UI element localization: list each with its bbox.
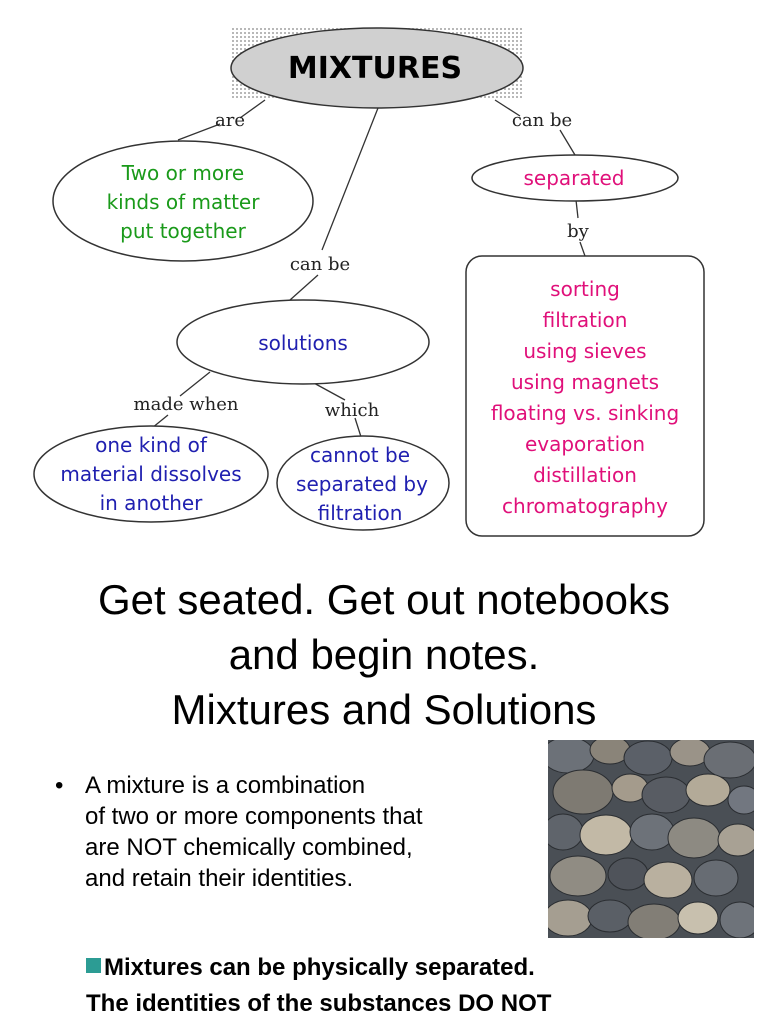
bullet-text [85,770,525,894]
rocks-photo [548,740,754,938]
sub-bullet-text: Mixtures can be physically separated. [104,954,535,981]
dissolves-line: material dissolves [60,462,242,486]
method-item: sorting [550,277,620,301]
connector-line [580,242,585,256]
connector-line [290,275,318,300]
link-label-which: which [324,400,380,421]
sub-bullet [86,950,756,1022]
connector-line [576,200,578,218]
connector-line [560,130,575,155]
bullet-line: and retain their identities. [85,865,354,892]
link-label-can-be: can be [511,110,573,131]
connector-line [322,108,378,250]
root-label: MIXTURES [287,51,463,86]
title-line: and begin notes. [228,631,540,678]
method-item: floating vs. sinking [490,401,680,425]
teal-square-icon [86,958,101,973]
filtration-line: cannot be [309,443,411,467]
method-item: evaporation [524,432,646,456]
method-item: using magnets [510,370,660,394]
sub-bullet-line: The identities of the substances DO NOT [86,990,552,1017]
method-item: distillation [533,463,637,487]
link-label-by: by [567,221,589,242]
connector-line [180,372,210,396]
definition-line: Two or more [121,161,245,185]
bullet-line: are NOT chemically combined, [85,834,413,861]
definition-line: put together [120,219,246,243]
filtration-line: separated by [296,472,428,496]
method-item: filtration [542,308,628,332]
link-label-are: are [215,110,245,131]
bullet-line: of two or more components that [85,803,423,830]
method-item: using sieves [523,339,647,363]
link-label-can-be: can be [289,254,351,275]
solutions-label: solutions [258,331,348,355]
separated-label: separated [523,166,625,190]
sub-bullet-line [86,950,756,986]
title-line: Get seated. Get out notebooks [97,576,671,623]
filtration-line: filtration [317,501,403,525]
bullet-icon: • [55,772,64,799]
connector-line [178,124,220,140]
method-item: chromatography [502,494,668,518]
dissolves-line: one kind of [95,433,207,457]
definition-line: kinds of matter [106,190,260,214]
slide-title [0,572,768,737]
dissolves-line: in another [99,491,203,515]
title-line: Mixtures and Solutions [171,686,597,733]
bullet-line: A mixture is a combination [85,772,366,799]
link-label-made-when: made when [133,394,239,415]
connector-line [312,382,345,400]
